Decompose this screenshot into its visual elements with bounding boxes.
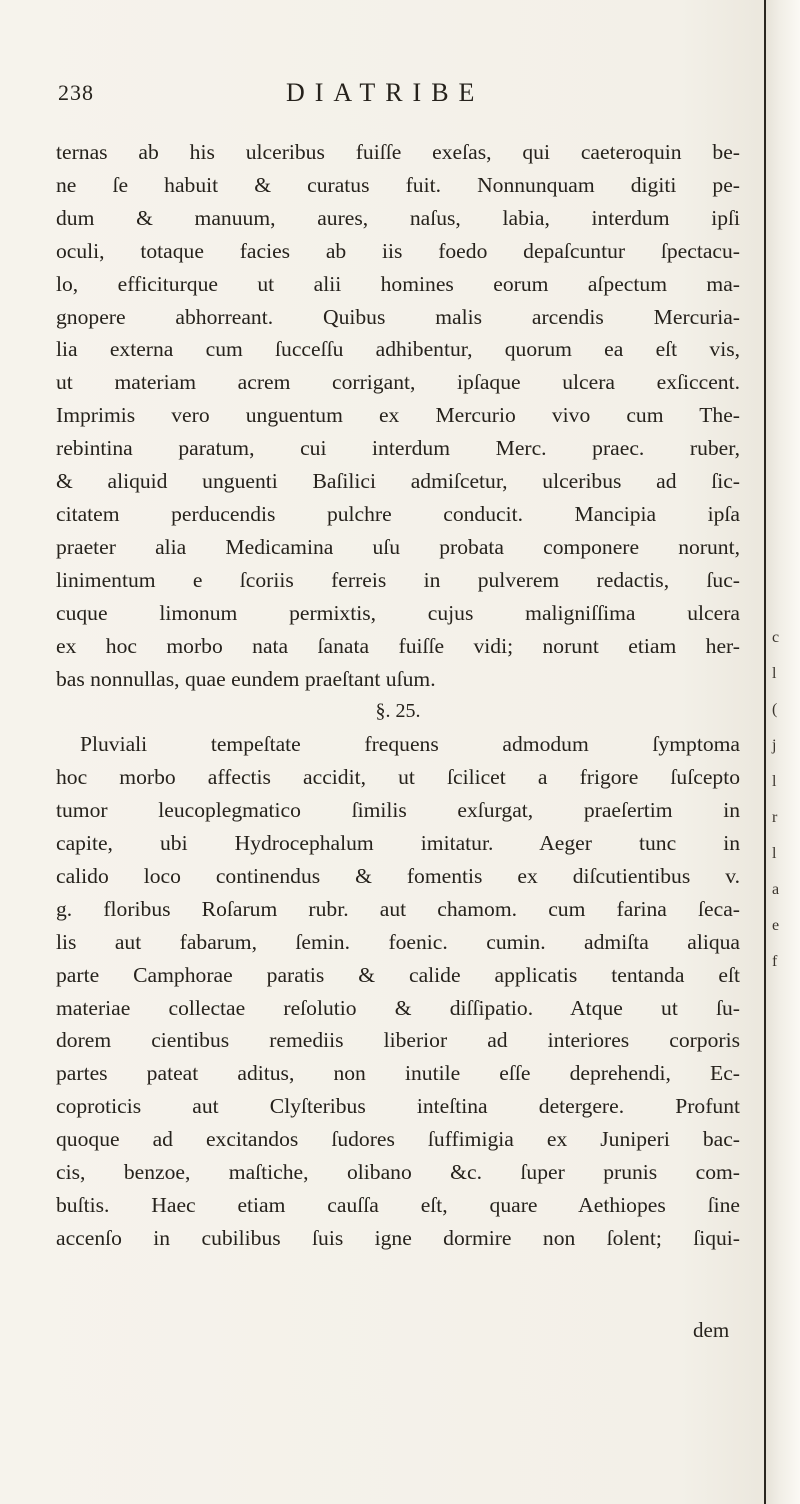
page-header [58, 78, 738, 118]
text-line: ut materiam acrem corrigant, ipſaque ulcera exſiccent. [56, 370, 740, 395]
text-line: & aliquid unguenti Baſilici admiſcetur, ulceribus ad ſic- [56, 469, 740, 494]
margin-letter: r [772, 809, 778, 826]
body-text [56, 136, 740, 1255]
text-line: parte Camphorae paratis & calide applicatis tentanda eſt [56, 962, 740, 987]
margin-letter: c [772, 629, 780, 646]
text-line: ternas ab his ulceribus fuiſſe exeſas, qui caeteroquin be- [56, 140, 740, 164]
margin-letter: a [772, 881, 780, 898]
margin-letter: l [772, 845, 777, 862]
text-line: lo, efficiturque ut alii homines eorum aſpectum ma- [56, 271, 740, 296]
facing-page-edge [764, 0, 800, 1504]
text-line: cis, benzoe, maſtiche, olibano &c. ſuper prunis com- [56, 1160, 740, 1185]
text-line: materiae collectae reſolutio & diſſipatio. Atque ut ſu- [56, 995, 740, 1020]
text-line: lia externa cum ſucceſſu adhibentur, quorum ea eſt vis, [56, 337, 740, 362]
text-line: praeter alia Medicamina uſu probata componere norunt, [56, 534, 740, 559]
running-head: DIATRIBE [286, 78, 485, 107]
text-line: hoc morbo affectis accidit, ut ſcilicet a frigore ſuſcepto [56, 765, 740, 790]
page-number: 238 [58, 80, 94, 105]
facing-page-letters [772, 620, 796, 980]
margin-letter: e [772, 917, 780, 934]
text-line: lis aut fabarum, ſemin. foenic. cumin. admiſta aliqua [56, 929, 740, 954]
text-line: cuque limonum permixtis, cujus maligniſſima ulcera [56, 600, 740, 625]
text-line: buſtis. Haec etiam cauſſa eſt, quare Aethiopes ſine [56, 1192, 740, 1217]
text-line: citatem perducendis pulchre conducit. Mancipia ipſa [56, 501, 740, 526]
margin-letter: f [772, 953, 778, 970]
text-line: bas nonnullas, quae eundem praeſtant uſum. [56, 666, 436, 691]
text-line: dum & manuum, aures, naſus, labia, interdum ipſi [56, 205, 740, 230]
section-heading: §. 25. [375, 700, 421, 723]
margin-letter: j [772, 737, 777, 754]
text-line: capite, ubi Hydrocephalum imitatur. Aeger tunc in [56, 831, 740, 856]
text-line: partes pateat aditus, non inutile eſſe deprehendi, Ec- [56, 1061, 740, 1086]
margin-letter: l [772, 773, 777, 790]
text-line: coproticis aut Clyſteribus inteſtina detergere. Profunt [56, 1094, 740, 1119]
text-line: ex hoc morbo nata ſanata fuiſſe vidi; norunt etiam her- [56, 633, 740, 658]
text-line: Pluviali tempeſtate frequens admodum ſymptoma [80, 732, 740, 757]
catchword: dem [693, 1318, 730, 1342]
text-line: calido loco continendus & fomentis ex diſcutientibus v. [56, 863, 740, 888]
text-line: ne ſe habuit & curatus fuit. Nonnunquam digiti pe- [56, 172, 740, 197]
text-line: rebintina paratum, cui interdum Merc. praec. ruber, [56, 436, 740, 461]
text-line: linimentum e ſcoriis ferreis in pulverem redactis, ſuc- [56, 567, 740, 592]
paragraph-1 [56, 136, 740, 695]
text-line: tumor leucoplegmatico ſimilis exſurgat, praeſertim in [56, 798, 740, 823]
margin-letter: l [772, 665, 777, 682]
text-line: gnopere abhorreant. Quibus malis arcendis Mercuria- [56, 304, 740, 329]
text-line: g. floribus Roſarum rubr. aut chamom. cum farina ſeca- [56, 896, 740, 921]
text-line: accenſo in cubilibus ſuis igne dormire non ſolent; ſiqui- [56, 1225, 740, 1250]
text-line: Imprimis vero unguentum ex Mercurio vivo cum The- [56, 403, 740, 428]
text-line: dorem cientibus remediis liberior ad interiores corporis [56, 1028, 740, 1053]
paragraph-2 [56, 728, 740, 1255]
margin-letter: ( [772, 701, 778, 718]
text-line: quoque ad excitandos ſudores ſuffimigia ex Juniperi bac- [56, 1127, 740, 1152]
text-line: oculi, totaque facies ab iis foedo depaſcuntur ſpectacu- [56, 238, 740, 263]
